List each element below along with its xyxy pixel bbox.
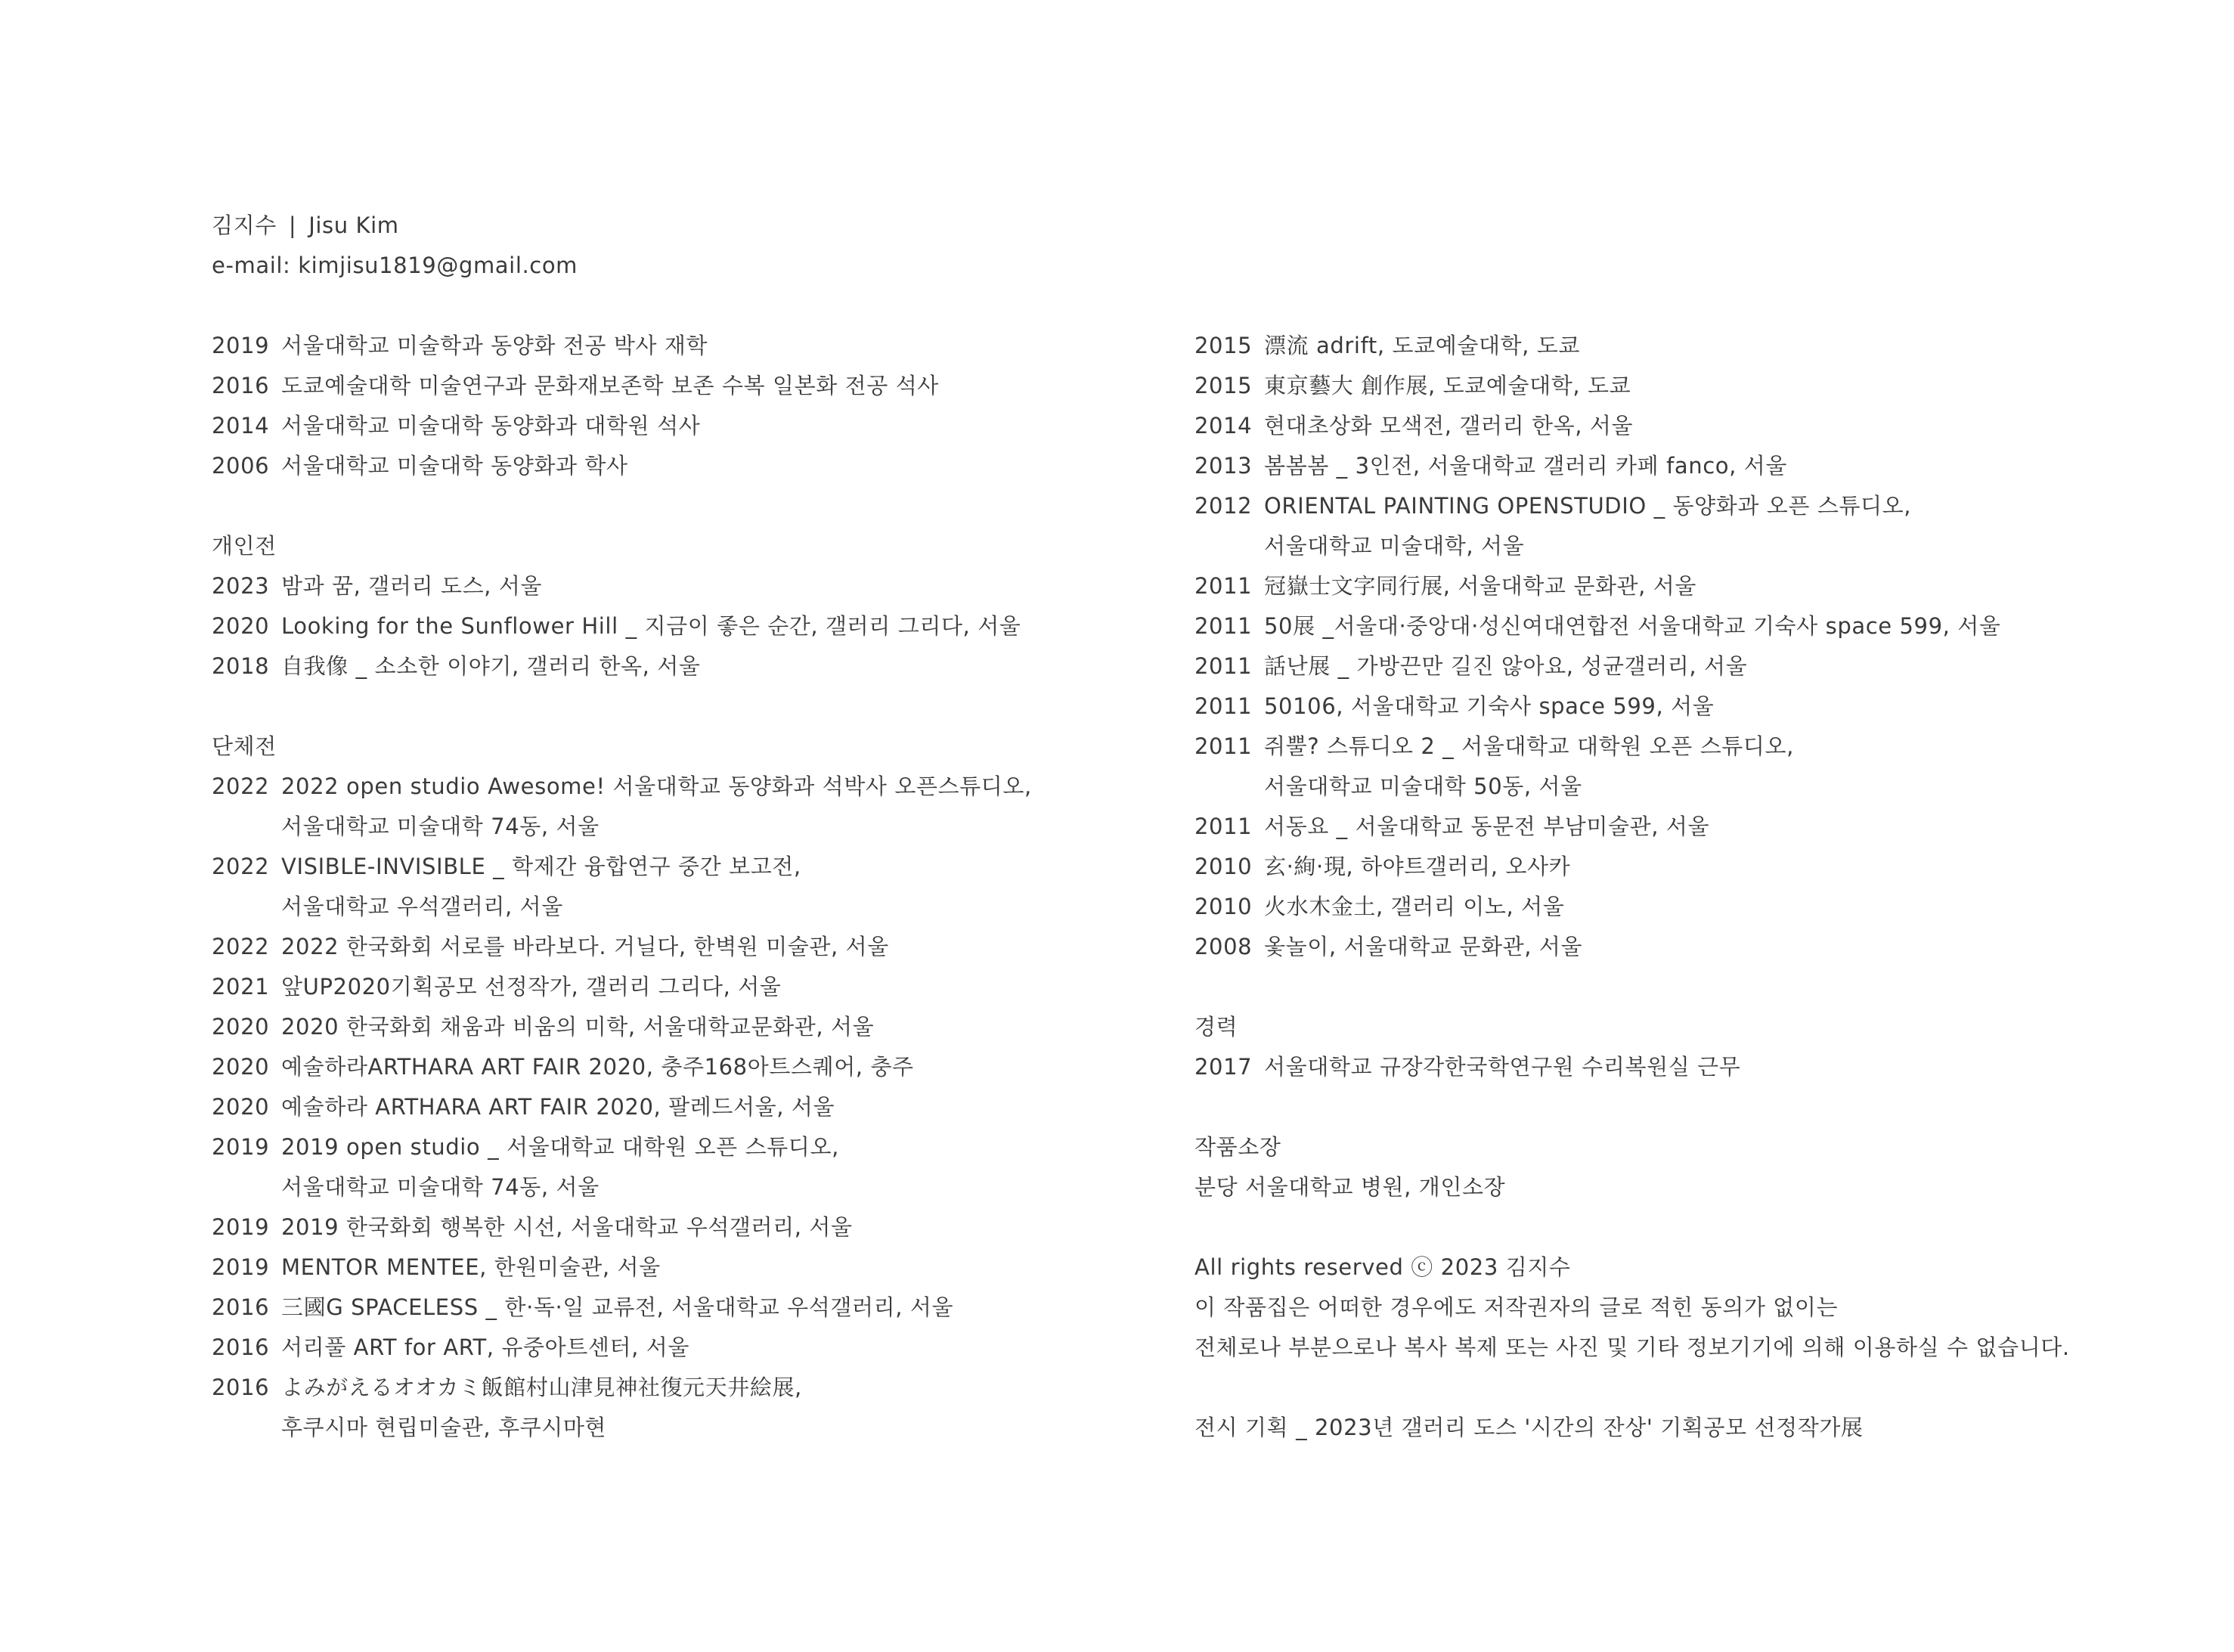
item-text: 예술하라ARTHARA ART FAIR 2020, 충주168아트스퀘어, 충주 [281,1054,914,1080]
item-year: 2015 [1194,333,1253,358]
email-line: e-mail: kimjisu1819@gmail.com [212,253,578,278]
career-item [1194,1052,1740,1092]
item-year: 2019 [212,333,270,358]
item-year: 2013 [1194,453,1253,479]
group-item [1194,891,1564,931]
item-year: 2016 [212,373,270,398]
group-item [212,1212,853,1252]
group-item [1194,571,1696,611]
item-text: 서동요 _ 서울대학교 동문전 부남미술관, 서울 [1264,814,1710,839]
group-heading: 단체전 [212,733,277,759]
item-year: 2020 [212,1054,270,1080]
group-item [212,851,801,891]
item-year: 2008 [1194,934,1253,959]
item-year: 2011 [1194,693,1253,719]
item-text: 東京藝大 創作展, 도쿄예술대학, 도쿄 [1264,373,1631,398]
item-year: 2010 [1194,854,1253,879]
item-year: 2020 [212,613,270,639]
item-year: 2017 [1194,1054,1253,1080]
item-text: 쥐뿔? 스튜디오 2 _ 서울대학교 대학원 오픈 스튜디오, [1264,733,1794,759]
copyright-notice-line: 이 작품집은 어떠한 경우에도 저작권자의 글로 적힌 동의가 없이는 [1194,1294,1839,1320]
item-text: 서울대학교 규장각한국학연구원 수리복원실 근무 [1264,1054,1741,1080]
item-year [1194,531,1264,561]
item-text: VISIBLE-INVISIBLE _ 학제간 융합연구 중간 보고전, [281,854,801,879]
item-text: 현대초상화 모색전, 갤러리 한옥, 서울 [1264,413,1634,439]
item-year: 2022 [212,854,270,879]
exhibition-note: 전시 기획 _ 2023년 갤러리 도스 '시간의 잔상' 기획공모 선정작가展 [1194,1415,1864,1440]
item-text: 밤과 꿈, 갤러리 도스, 서울 [281,573,543,599]
group-item [1194,451,1787,491]
item-year: 2012 [1194,493,1253,519]
group-item [212,1332,689,1372]
item-year: 2018 [212,653,270,679]
item-text: 冠嶽士文字同行展, 서울대학교 문화관, 서울 [1264,573,1697,599]
solo-item [212,571,542,611]
item-year: 2016 [212,1375,270,1400]
item-year: 2010 [1194,894,1253,919]
group-item [1194,651,1747,691]
item-text: 예술하라 ARTHARA ART FAIR 2020, 팔레드서울, 서울 [281,1094,835,1120]
item-text: 서울대학교 미술대학 74동, 서울 [281,814,600,839]
career-heading: 경력 [1194,1014,1238,1040]
item-year: 2022 [212,773,270,799]
item-year: 2019 [212,1254,270,1280]
item-year [212,1412,281,1443]
item-text: 서울대학교 미술대학 74동, 서울 [281,1174,600,1200]
artist-name-ko: 김지수 [212,212,277,238]
item-text: 서울대학교 미술대학, 서울 [1264,533,1525,559]
item-year: 2020 [212,1014,270,1040]
item-year: 2016 [212,1294,270,1320]
solo-item [212,611,1021,651]
group-item [212,1012,874,1052]
item-text: 봄봄봄 _ 3인전, 서울대학교 갤러리 카페 fanco, 서울 [1264,453,1788,479]
item-year: 2006 [212,453,270,479]
item-text: 도쿄예술대학 미술연구과 문화재보존학 보존 수복 일본화 전공 석사 [281,373,939,398]
item-year: 2016 [212,1334,270,1360]
group-item [212,1252,661,1292]
item-text: 自我像 _ 소소한 이야기, 갤러리 한옥, 서울 [281,653,701,679]
group-item [1194,931,1582,972]
group-item [212,1412,606,1452]
group-item [1194,491,1911,531]
item-text: Looking for the Sunflower Hill _ 지금이 좋은 순간, 갤러리 그리다, 서울 [281,613,1021,639]
copyright-notice-line: 전체로나 부분으로나 복사 복제 또는 사진 및 기타 정보기기에 의해 이용하실 수 없습니다. [1194,1334,2070,1360]
group-item [212,1172,600,1212]
item-text: 옻놀이, 서울대학교 문화관, 서울 [1264,934,1583,959]
item-text: 2022 한국화회 서로를 바라보다. 거닐다, 한벽원 미술관, 서울 [281,934,889,959]
education-item [212,411,700,451]
item-text: 2020 한국화회 채움과 비움의 미학, 서울대학교문화관, 서울 [281,1014,875,1040]
group-item [1194,771,1582,811]
group-item [1194,691,1714,731]
solo-item [212,651,700,691]
artist-name-en: Jisu Kim [308,212,399,238]
item-year [212,891,281,922]
item-text: ORIENTAL PAINTING OPENSTUDIO _ 동양화과 오픈 스튜디오, [1264,493,1912,519]
group-item [1194,811,1709,851]
item-year: 2015 [1194,373,1253,398]
item-year [212,1172,281,1202]
group-item [1194,611,2001,651]
item-text: 서울대학교 우석갤러리, 서울 [281,894,563,919]
group-item [1194,851,1570,891]
group-item [1194,531,1524,571]
group-item [1194,370,1631,411]
item-year: 2014 [212,413,270,439]
item-text: 漂流 adrift, 도쿄예술대학, 도쿄 [1264,333,1581,358]
group-item [1194,411,1633,451]
collection-text: 분당 서울대학교 병원, 개인소장 [1194,1174,1506,1200]
education-item [212,451,628,491]
copyright-line: All rights reserved ⓒ 2023 김지수 [1194,1254,1571,1280]
group-item [212,972,781,1012]
item-text: 2022 open studio Awesome! 서울대학교 동양화과 석박사 오픈스튜디오, [281,773,1032,799]
item-year: 2011 [1194,613,1253,639]
item-year: 2019 [212,1214,270,1240]
item-year: 2014 [1194,413,1253,439]
collection-heading: 작품소장 [1194,1134,1281,1160]
item-year: 2022 [212,934,270,959]
item-text: 서울대학교 미술대학 동양화과 학사 [281,453,628,479]
group-item [212,771,1032,811]
item-year: 2011 [1194,733,1253,759]
item-text: 서리풀 ART for ART, 유중아트센터, 서울 [281,1334,689,1360]
item-year: 2019 [212,1134,270,1160]
group-item [1194,330,1580,370]
item-text: 火水木金土, 갤러리 이노, 서울 [1264,894,1565,919]
item-text: 玄·絢·現, 하야트갤러리, 오사카 [1264,854,1571,879]
group-item [212,1132,839,1172]
item-year: 2020 [212,1094,270,1120]
group-item [212,1292,953,1332]
item-text: 50展 _서울대·중앙대·성신여대연합전 서울대학교 기숙사 space 599, 서울 [1264,613,2001,639]
item-text: 50106, 서울대학교 기숙사 space 599, 서울 [1264,693,1715,719]
group-item [212,1092,835,1132]
item-text: 三國G SPACELESS _ 한·독·일 교류전, 서울대학교 우석갤러리, 서울 [281,1294,954,1320]
item-year: 2021 [212,974,270,1000]
item-text: 2019 open studio _ 서울대학교 대학원 오픈 스튜디오, [281,1134,839,1160]
item-year: 2011 [1194,814,1253,839]
education-item [212,370,939,411]
item-text: MENTOR MENTEE, 한원미술관, 서울 [281,1254,661,1280]
item-text: 2019 한국화회 행복한 시선, 서울대학교 우석갤러리, 서울 [281,1214,853,1240]
item-text: よみがえるオオカミ飯館村山津見神社復元天井絵展, [281,1375,802,1400]
item-text: 서울대학교 미술대학 동양화과 대학원 석사 [281,413,701,439]
item-year: 2011 [1194,653,1253,679]
item-year: 2023 [212,573,270,599]
item-text: 앞UP2020기획공모 선정작가, 갤러리 그리다, 서울 [281,974,782,1000]
item-text: 話난展 _ 가방끈만 길진 않아요, 성균갤러리, 서울 [1264,653,1748,679]
group-item [212,1052,914,1092]
solo-heading: 개인전 [212,533,277,559]
group-item [212,811,600,851]
item-text: 서울대학교 미술학과 동양화 전공 박사 재학 [281,333,708,358]
group-item [212,1372,802,1412]
group-item [1194,731,1794,771]
item-year: 2011 [1194,573,1253,599]
item-text: 서울대학교 미술대학 50동, 서울 [1264,773,1582,799]
education-item [212,330,708,370]
group-item [212,931,889,972]
group-item [212,891,563,931]
name-separator: | [288,212,297,238]
item-year [1194,771,1264,801]
item-text: 후쿠시마 현립미술관, 후쿠시마현 [281,1415,607,1440]
artist-name-line [212,210,399,250]
item-year [212,811,281,841]
